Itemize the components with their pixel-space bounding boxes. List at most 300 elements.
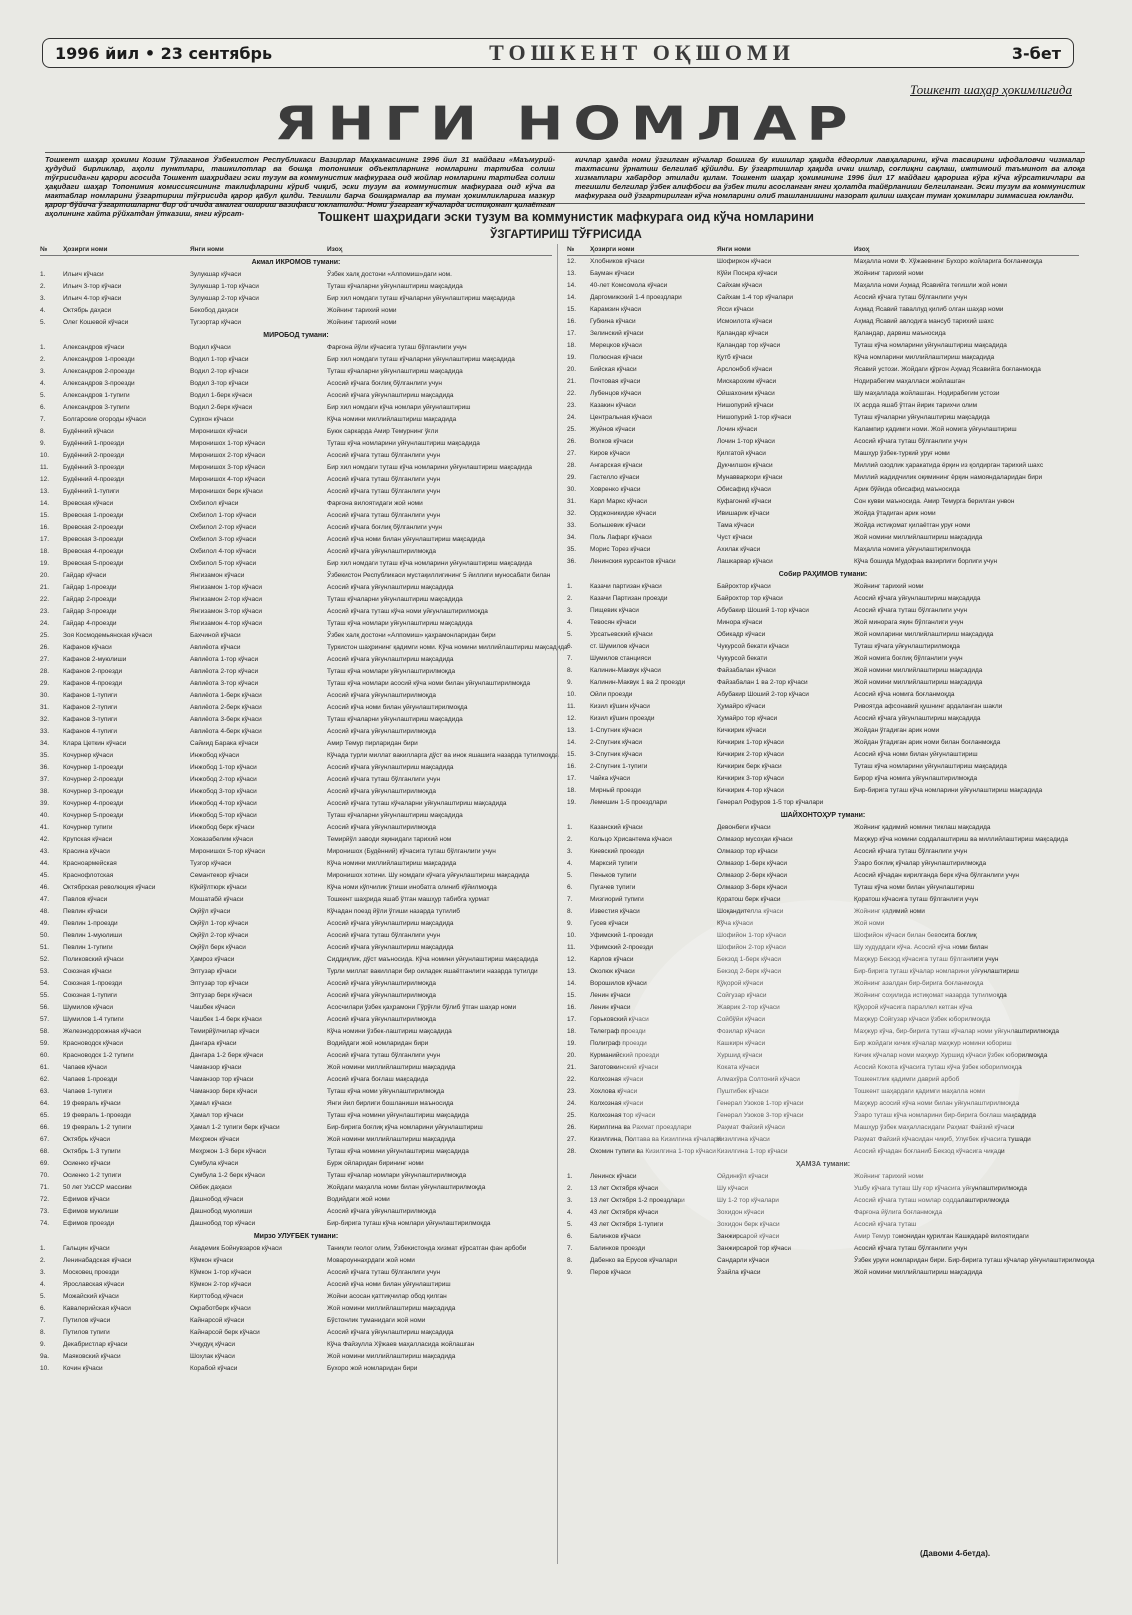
old-street-name: Калинин-Маквук кўчаси [590, 667, 661, 674]
new-street-name: Меҳржон 1-3 берк кўчаси [190, 1148, 267, 1155]
new-street-name: Элтузар берк кўчаси [190, 992, 253, 999]
table-row [567, 1074, 1079, 1086]
table-row [40, 1074, 552, 1086]
table-row [40, 269, 552, 281]
new-street-name: Олмазор тор кўчаси [717, 848, 778, 855]
new-street-name: Жаврик 2-тор кўчаси [717, 1004, 780, 1011]
row-note: Миронишох хотини. Шу номдаги кўчага уйғунлаштириш мақсадида [327, 872, 530, 879]
new-street-name: Куфагоний кўчаси [717, 498, 772, 505]
row-number: 43. [40, 848, 50, 855]
row-note: Бир хил номдаги туташ кўчаларни уйғунлаштириш мақсадида [327, 356, 515, 363]
table-row [40, 510, 552, 522]
district-heading: Мирзо УЛУҒБЕК тумани: [253, 1233, 339, 1240]
table-row [40, 1267, 552, 1279]
new-street-name: Қаландар кўчаси [717, 330, 769, 337]
row-note: Жойнинг тарихий номи [854, 583, 924, 590]
new-street-name: Байрохтор тор кўчаси [717, 595, 783, 602]
row-number: 40. [40, 812, 50, 819]
old-street-name: Казакин кўчаси [590, 402, 636, 409]
new-street-name: Лочин кўчаси [717, 426, 758, 433]
new-street-name: Дангара кўчаси [190, 1040, 237, 1047]
row-note: Асосий кўча номи билан уйғунлаштириш [854, 751, 978, 758]
row-note: Асосий кўчага уйғунлаштириш мақсадида [327, 764, 454, 771]
table-row [567, 1062, 1079, 1074]
row-number: 35. [40, 752, 50, 759]
new-street-name: Элтузар тор кўчаси [190, 980, 249, 987]
new-street-name: Миронишох кўчаси [190, 428, 248, 435]
row-note: Асосий кўчага боғлиқ бўлганлиги учун [327, 380, 443, 387]
row-number: 25. [567, 1112, 577, 1119]
row-note: Асосий кўчага боғлаш мақсадида [327, 1076, 429, 1083]
row-number: 46. [40, 884, 50, 891]
table-row [40, 1315, 552, 1327]
new-street-name: Хожазабелим кўчаси [190, 836, 254, 843]
table-row [567, 316, 1079, 328]
table-row [40, 690, 552, 702]
table-row [40, 1170, 552, 1182]
new-street-name: Қаландар тор кўчаси [717, 342, 781, 349]
new-street-name: Инжобод кўчаси [190, 752, 239, 759]
new-street-name: Темирйўлчилар кўчаси [190, 1028, 260, 1035]
row-note: Кўча номини миллийлаштириш мақсадида [327, 860, 457, 867]
new-street-name: Кўмкон 1-тор кўчаси [190, 1269, 252, 1276]
new-street-name: Ҳамал кўчаси [190, 1100, 232, 1107]
old-street-name: Декабристлар кўчаси [63, 1341, 128, 1348]
new-street-name: Обисафид кўчаси [717, 486, 771, 493]
old-street-name: Будённий 1-тупиги [63, 488, 120, 495]
row-note: Жойнинг тарихий номи [327, 319, 397, 326]
new-street-name: Сумбула кўчаси [190, 1160, 239, 1167]
table-row [40, 870, 552, 882]
table-row [40, 594, 552, 606]
row-number: 34. [40, 740, 50, 747]
new-street-name: Сандарли кўчаси [717, 1257, 769, 1264]
table-row [567, 1171, 1079, 1183]
row-number: 17. [567, 1016, 577, 1023]
row-number: 47. [40, 896, 50, 903]
row-number: 8. [567, 1257, 573, 1264]
row-note: Асосий Кокота кўчасига туташ кўча ўзбек юборилмоқда [854, 1064, 1022, 1071]
old-street-name: Кочурнер тупиги [63, 824, 113, 831]
old-street-name: Полюсная кўчаси [590, 354, 643, 361]
row-note: Жой номини миллийлаштириш мақсадида [327, 1064, 456, 1071]
new-street-name: Обикадр кўчаси [717, 631, 766, 638]
row-number: 13. [567, 727, 577, 734]
table-row [40, 1218, 552, 1230]
row-number: 57. [40, 1016, 50, 1023]
table-row [40, 966, 552, 978]
row-note: Бир-бирига туташ кўча номлари уйғунлаштирилмоқда [327, 1220, 491, 1227]
row-note: Туташ кўчага уйғунлаштирилмоқда [854, 643, 960, 650]
row-number: 9а. [40, 1353, 50, 1360]
old-street-name: Крупская кўчаси [63, 836, 113, 843]
old-street-name: Октябрь кўчаси [63, 1136, 110, 1143]
old-street-name: Кизилгина, Полтава ва Кизилгина кўчалари [590, 1136, 722, 1143]
old-street-name: Киров кўчаси [590, 450, 630, 457]
new-street-name: Сайхам 1-4 тор кўчалари [717, 294, 793, 301]
row-number: 44. [40, 860, 50, 867]
row-number: 17. [40, 536, 50, 543]
old-street-name: ст. Шумилов кўчаси [590, 643, 650, 650]
new-street-name: Шу кўчаси [717, 1185, 748, 1192]
table-row [567, 701, 1079, 713]
new-street-name: Шофиркон кўчаси [717, 258, 772, 265]
old-street-name: Александров 2-проезди [63, 368, 135, 375]
table-row [567, 834, 1079, 846]
row-number: 13. [567, 270, 577, 277]
table-row [567, 472, 1079, 484]
left-column [40, 244, 568, 1560]
table-row [567, 340, 1079, 352]
col-note: Изоҳ [854, 246, 870, 253]
table-row [567, 653, 1079, 665]
old-street-name: Охомин тупиги ва Кизилгина 1-тор кўчаси [590, 1148, 716, 1155]
row-number: 24. [40, 620, 50, 627]
row-note: Бир-бирига туташ кўча номларини уйғунлаштириш мақсадида [854, 787, 1043, 794]
table-row [40, 582, 552, 594]
old-street-name: Балинков кўчаси [590, 1233, 641, 1240]
old-street-name: Красноармейская [63, 860, 117, 867]
row-number: 21. [40, 584, 50, 591]
col-note: Изоҳ [327, 246, 343, 253]
row-number: 36. [40, 764, 50, 771]
new-street-name: Учқудуқ кўчаси [190, 1341, 236, 1348]
row-number: 74. [40, 1220, 50, 1227]
row-note: Арик бўйида обисафид маъносида [854, 486, 960, 493]
row-number: 27. [40, 656, 50, 663]
old-street-name: Чапаев 1-проезди [63, 1076, 118, 1083]
row-number: 58. [40, 1028, 50, 1035]
old-street-name: Курманийский проезди [590, 1052, 660, 1059]
table-row [40, 1243, 552, 1255]
table-row [567, 629, 1079, 641]
table-row [567, 1122, 1079, 1134]
new-street-name: Ивишарик кўчаси [717, 510, 770, 517]
row-number: 12. [567, 956, 577, 963]
new-street-name: Нишопурий кўчаси [717, 402, 774, 409]
row-note: Асосий кўчага уйғунлаштирилмоқда [327, 788, 437, 795]
old-street-name: Мерецков кўчаси [590, 342, 642, 349]
table-row [40, 714, 552, 726]
row-number: 21. [567, 1064, 577, 1071]
row-note: Туркистон шаҳрининг қадимги номи. Кўча номини миллийлаштириш мақсадида [327, 644, 568, 651]
table-row [567, 376, 1079, 388]
table-row [567, 966, 1079, 978]
row-number: 14. [567, 282, 577, 289]
row-number: 25. [567, 426, 577, 433]
new-street-name: Ойбек даҳаси [190, 1184, 232, 1191]
table-row [567, 605, 1079, 617]
new-street-name: Янгизамон 3-тор кўчаси [190, 608, 263, 615]
old-street-name: Будённий кўчаси [63, 428, 114, 435]
old-street-name: 19 февраль 1-проезди [63, 1112, 131, 1119]
new-street-name: Чукурсой бекати кўчаси [717, 643, 789, 650]
new-street-name: Меҳржон кўчаси [190, 1136, 240, 1143]
new-street-name: Авлиёота 4-берк кўчаси [190, 728, 262, 735]
row-note: Темирйўл заводи яқинидаги тарихий ном [327, 836, 452, 843]
new-street-name: Пуштибек кўчаси [717, 1088, 769, 1095]
old-street-name: 13 лет Октября 1-2 проездлари [590, 1197, 685, 1204]
old-street-name: Кафанов 4-проезди [63, 680, 123, 687]
row-number: 4. [40, 307, 46, 314]
row-number: 13. [567, 968, 577, 975]
new-street-name: Файзабалан кўчаси [717, 667, 776, 674]
row-note: Асосий кўчадан боғланиб Бекзод кўчасига чиқади [854, 1148, 1005, 1155]
row-note: Бир хил номдаги туташ кўча номларини уйғунлаштириш мақсадида [327, 560, 532, 567]
old-street-name: 2-Спутник кўчаси [590, 739, 643, 746]
row-note: Кўчада турли миллат вакилларга дўст ва инок яшашига назарда тутилмоқда [327, 752, 559, 759]
page-title: ЯНГИ НОМЛАР [274, 97, 858, 152]
new-street-name: Инжобод 3-тор кўчаси [190, 788, 257, 795]
row-note: Асосий кўчага уйғунлаштириш мақсадида [327, 1329, 454, 1336]
old-street-name: Кафанов 4-тупиги [63, 728, 118, 735]
new-street-name: Зохидон берк кўчаси [717, 1221, 780, 1228]
row-note: Асосий кўчага туташ бўлганлиги учун [327, 488, 441, 495]
row-number: 2. [40, 283, 46, 290]
row-note: Туташ кўча номи уйғунлаштирилмоқда [327, 1088, 445, 1095]
old-street-name: Поликовский кўчаси [63, 956, 124, 963]
old-street-name: Вревская 4-проезди [63, 548, 124, 555]
table-row [40, 1038, 552, 1050]
row-note: Маҳжур кўча, бир-бирига туташ кўчалар номи уйғунлаштирилмоқда [854, 1028, 1060, 1035]
new-street-name: Охбилол 3-тор кўчаси [190, 536, 257, 543]
row-note: Жойда истиқомат қилаётган уруғ номи [854, 522, 971, 529]
table-row [567, 256, 1079, 268]
table-row [40, 1339, 552, 1351]
row-number: 22. [567, 1076, 577, 1083]
row-note: Туташ кўча номини уйғунлаштириш мақсадида [327, 1112, 469, 1119]
table-row [567, 990, 1079, 1002]
row-number: 69. [40, 1160, 50, 1167]
table-row [40, 798, 552, 810]
row-number: 8. [40, 1329, 46, 1336]
row-number: 26. [40, 644, 50, 651]
new-street-name: Шоқандителла кўчаси [717, 908, 784, 915]
new-street-name: Инжобод 2-тор кўчаси [190, 776, 257, 783]
row-note: Туташ кўчаларни уйғунлаштириш мақсадида [327, 283, 463, 290]
old-street-name: 50 лет УзССР массиви [63, 1184, 132, 1191]
row-number: 41. [40, 824, 50, 831]
new-street-name: Миронишох 2-тор кўчаси [190, 452, 266, 459]
old-street-name: Ленин кўчаси [590, 992, 631, 999]
row-number: 65. [40, 1112, 50, 1119]
table-row [567, 304, 1079, 316]
old-street-name: Олег Кошевой кўчаси [63, 319, 129, 326]
row-number: 16. [567, 318, 577, 325]
new-street-name: Қоратош берк кўчаси [717, 896, 781, 903]
row-number: 39. [40, 800, 50, 807]
table-row [567, 797, 1079, 809]
old-street-name: Певлин 1-муюлиши [63, 932, 122, 939]
table-row [567, 1207, 1079, 1219]
table-row [567, 1002, 1079, 1014]
table-row [567, 1267, 1079, 1279]
row-number: 15. [567, 306, 577, 313]
new-street-name: Бекзод 1-берк кўчаси [717, 956, 782, 963]
row-note: Жой номи [854, 920, 885, 927]
table-row [40, 822, 552, 834]
new-street-name: Водил 2-берк кўчаси [190, 404, 253, 411]
new-street-name: Оқработберк кўчаси [190, 1305, 251, 1312]
new-street-name: Миронишох 4-тор кўчаси [190, 476, 266, 483]
table-row [40, 342, 552, 354]
table-row [567, 1195, 1079, 1207]
table-row [40, 1026, 552, 1038]
old-street-name: 43 лет Октября 1-тупиги [590, 1221, 664, 1228]
table-row [40, 1255, 552, 1267]
table-row [40, 450, 552, 462]
row-note: Асосий кўча номи билан уйғунлаштириш мақсадида [327, 536, 485, 543]
row-number: 9. [40, 440, 46, 447]
row-number: 14. [40, 500, 50, 507]
row-note: Ўзбек уруғи номларидан бири. Бир-бирига туташ кўчалар уйғунлаштирилмоқда [854, 1257, 1095, 1264]
old-street-name: Ильич кўчаси [63, 271, 104, 278]
row-number: 16. [567, 1004, 577, 1011]
table-row [567, 484, 1079, 496]
new-street-name: Дашнобод муюлиши [190, 1208, 253, 1215]
old-street-name: Ойли проезди [590, 691, 633, 698]
new-street-name: Бекобод даҳаси [190, 307, 239, 314]
row-note: Бир хил номдаги кўча номлари уйғунлаштириш [327, 404, 471, 411]
row-note: Туташ кўчаларни уйғунлаштириш мақсадида [327, 716, 463, 723]
row-number: 35. [567, 546, 577, 553]
row-number: 5. [567, 1221, 573, 1228]
table-row [40, 606, 552, 618]
new-street-name: Дашнобод тор кўчаси [190, 1220, 256, 1227]
table-row [40, 1098, 552, 1110]
new-street-name: Ҳамал тор кўчаси [190, 1112, 244, 1119]
table-row [40, 762, 552, 774]
row-number: 19. [40, 560, 50, 567]
old-street-name: Александров кўчаси [63, 344, 125, 351]
row-number: 22. [40, 596, 50, 603]
old-street-name: Мизгиорий тупиги [590, 896, 644, 903]
old-street-name: Будённий 2-проезди [63, 452, 125, 459]
row-note: Жойнинг тарихий номи [854, 270, 924, 277]
row-number: 18. [567, 342, 577, 349]
row-note: Қаландар, дарвиш маъносида [854, 330, 946, 337]
row-number: 11. [40, 464, 49, 471]
row-note: Асосий кўчадан кирилганда берк кўча бўлганлиги учун [854, 872, 1019, 879]
row-note: Асосий кўчага туташ бўлганлиги учун [854, 438, 968, 445]
row-note: Асосий кўчага уйғунлаштирилмоқда [327, 980, 437, 987]
table-row [567, 1134, 1079, 1146]
row-note: Асосий кўчага туташ бўлганлиги учун [327, 932, 441, 939]
old-street-name: Александров 3-проезди [63, 380, 135, 387]
row-number: 6. [40, 1305, 46, 1312]
table-row [567, 496, 1079, 508]
row-number: 30. [40, 692, 50, 699]
new-street-name: Семантекор кўчаси [190, 872, 249, 879]
new-street-name: Кайнарсой берк кўчаси [190, 1329, 260, 1336]
old-street-name: Железнодорожная кўчаси [63, 1028, 142, 1035]
old-street-name: Александров 3-тупиги [63, 404, 130, 411]
new-street-name: Авлиёота 2-тор кўчаси [190, 668, 259, 675]
col-old-name: Ҳозирги номи [590, 246, 635, 253]
table-row [567, 641, 1079, 653]
old-street-name: Кочурнер кўчаси [63, 752, 114, 759]
table-row [40, 1086, 552, 1098]
row-number: 5. [40, 392, 46, 399]
new-street-name: Олмазор 3-берк кўчаси [717, 884, 788, 891]
row-number: 21. [567, 378, 577, 385]
old-street-name: Марксий тупиги [590, 860, 638, 867]
old-street-name: Ленинск кўчаси [590, 1173, 637, 1180]
row-note: Асосий кўчага уйғунлаштирилмоқда [327, 692, 437, 699]
table-row [567, 1098, 1079, 1110]
new-street-name: Оқйўл кўчаси [190, 908, 231, 915]
row-note: Калампир қадимги номи. Жой номига уйғунлаштириш [854, 426, 1017, 433]
old-street-name: Гайдар 4-проезди [63, 620, 117, 627]
table-row [40, 390, 552, 402]
table-row [567, 1050, 1079, 1062]
row-note: Асосий кўчага уйғунлаштирилмоқда [327, 728, 437, 735]
table-row [40, 1122, 552, 1134]
new-street-name: Қутб кўчаси [717, 354, 753, 361]
row-note: Бухоро жой номларидан бири [327, 1365, 418, 1372]
row-number: 73. [40, 1208, 50, 1215]
row-number: 23. [567, 402, 577, 409]
row-note: Раҳмат Файзий кўчасидан чиқиб, Улуғбек кўчасига тушади [854, 1136, 1031, 1143]
new-street-name: Инжобод 1-тор кўчаси [190, 764, 257, 771]
col-new-name: Янги номи [717, 246, 751, 253]
old-street-name: Гусев кўчаси [590, 920, 629, 927]
old-street-name: Пугачев тупиги [590, 884, 636, 891]
row-note [854, 797, 1079, 809]
new-street-name: Дашнобод кўчаси [190, 1196, 244, 1203]
new-street-name: Шу 1-2 тор кўчалари [717, 1197, 779, 1204]
district-heading: Акмал ИКРОМОВ тумани: [251, 259, 341, 266]
row-number: 20. [567, 1052, 577, 1059]
table-row [40, 846, 552, 858]
old-street-name: Горьковский кўчаси [590, 1016, 649, 1023]
old-street-name: Орджоникидзе кўчаси [590, 510, 657, 517]
row-number: 9. [567, 1269, 573, 1276]
row-number: 34. [567, 534, 577, 541]
new-street-name: Шофийон 1-тор кўчаси [717, 932, 786, 939]
table-row [567, 677, 1079, 689]
row-note: Жой номини миллийлаштириш мақсадида [854, 667, 983, 674]
row-note: Ўзбекистон Республикаси мустақиллигининг 5 йиллиги муносабати билан [327, 572, 551, 579]
old-street-name: Кочин кўчаси [63, 1365, 103, 1372]
table-row [567, 1243, 1079, 1255]
old-street-name: Шумилов станцияси [590, 655, 652, 662]
table-row [567, 448, 1079, 460]
row-number: 3. [567, 1197, 573, 1204]
old-street-name: Шумилов кўчаси [63, 1004, 113, 1011]
old-street-name: 13 лет Октября кўчаси [590, 1185, 659, 1192]
row-number: 36. [567, 558, 577, 565]
table-row [40, 834, 552, 846]
table-row [567, 978, 1079, 990]
row-number: 3. [40, 368, 46, 375]
district-heading: ҲАМЗА тумани: [795, 1161, 851, 1168]
row-number: 71. [40, 1184, 50, 1191]
new-street-name: Авлиёота 1-тор кўчаси [190, 656, 259, 663]
table-row [40, 546, 552, 558]
row-note: Бир-бирига боғлиқ кўча номларини уйғунлаштириш [327, 1124, 483, 1131]
row-number: 5. [40, 319, 46, 326]
new-street-name: Кизилгина 1-тор кўчаси [717, 1148, 788, 1155]
old-street-name: Ефимов муюлиши [63, 1208, 119, 1215]
new-street-name: Ойдинкўл кўчаси [717, 1173, 769, 1180]
table-row [567, 556, 1079, 568]
table-row [40, 642, 568, 654]
old-street-name: Павлов кўчаси [63, 896, 108, 903]
row-note: Шу маҳаллада жойлашган. Нодирабегим устози [854, 390, 1000, 397]
row-note: Жойнинг соҳилида истиқомат назарда тутилмоқда [854, 992, 1007, 999]
table-row [40, 1363, 552, 1375]
